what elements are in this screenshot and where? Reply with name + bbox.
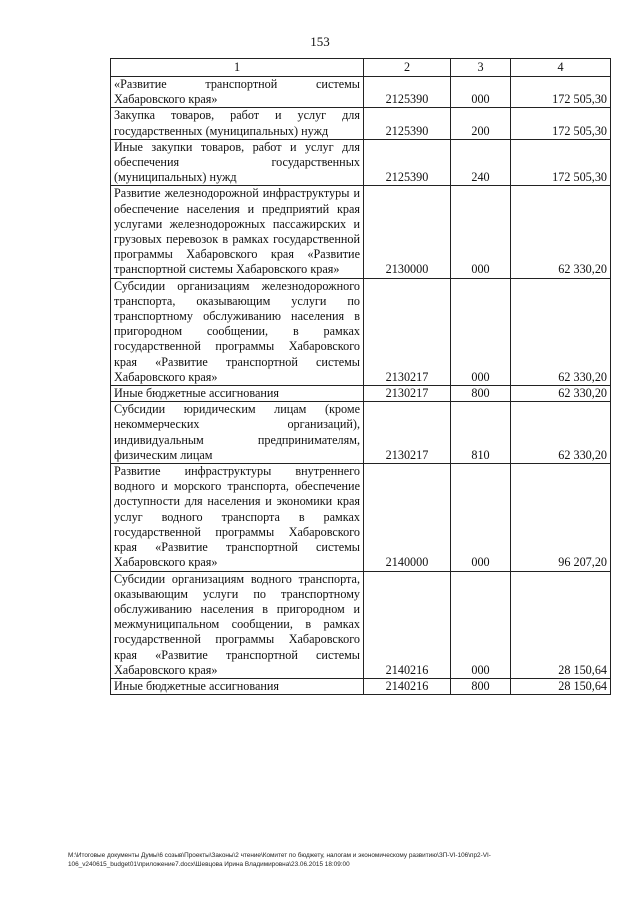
row-sum: 172 505,30 <box>511 108 611 139</box>
row-code: 2140216 <box>364 571 451 678</box>
row-code: 2140000 <box>364 464 451 571</box>
row-sum: 62 330,20 <box>511 278 611 385</box>
row-code: 2125390 <box>364 77 451 108</box>
row-sum: 62 330,20 <box>511 186 611 278</box>
row-sum: 96 207,20 <box>511 464 611 571</box>
table-row <box>111 77 611 108</box>
table-row <box>111 678 611 694</box>
file-path-footer: М:\Итоговые документы Думы\6 созыв\Проекты\Законы\2 чтение\Комитет по бюджету, налогам и экономическому развитию\ЗП-VI-106\пр2-VI-106_v240615_budget01\приложение7.docx\Шевцова Ирина Владимировна\23.06.2015 18:09:00 <box>68 852 491 868</box>
page-number: 153 <box>310 34 330 49</box>
table-row <box>111 278 611 385</box>
row-type: 240 <box>451 139 511 186</box>
row-type: 800 <box>451 386 511 402</box>
budget-table <box>110 58 611 695</box>
table-row <box>111 108 611 139</box>
row-code: 2125390 <box>364 139 451 186</box>
table-row <box>111 464 611 571</box>
row-code: 2140216 <box>364 678 451 694</box>
table-row <box>111 402 611 464</box>
row-name: Субсидии организациям железнодорожного транспорта, оказывающим услуги по транспортному обслуживанию населения в пригородном сообщении, в рамках государственной программы Хабаровского края «Развитие транспортной системы Хабаровского края» <box>111 278 364 385</box>
column-header: 1 <box>111 59 364 77</box>
row-type: 000 <box>451 77 511 108</box>
row-name: Закупка товаров, работ и услуг для государственных (муниципальных) нужд <box>111 108 364 139</box>
row-type: 000 <box>451 278 511 385</box>
row-name: Субсидии организациям водного транспорта, оказывающим услуги по транспортному обслуживанию населения в пригородном и межмуниципальном сообщении, в рамках государственной программы Хабаровского края «Развитие транспортной системы Хабаровского края» <box>111 571 364 678</box>
table-row <box>111 186 611 278</box>
table-row <box>111 386 611 402</box>
row-name: «Развитие транспортной системы Хабаровского края» <box>111 77 364 108</box>
table-header-row <box>111 59 611 77</box>
row-type: 810 <box>451 402 511 464</box>
column-header: 3 <box>451 59 511 77</box>
row-name: Иные бюджетные ассигнования <box>111 678 364 694</box>
column-header: 2 <box>364 59 451 77</box>
row-sum: 28 150,64 <box>511 571 611 678</box>
row-type: 800 <box>451 678 511 694</box>
row-sum: 172 505,30 <box>511 139 611 186</box>
row-type: 000 <box>451 186 511 278</box>
row-sum: 172 505,30 <box>511 77 611 108</box>
row-name: Развитие железнодорожной инфраструктуры и обеспечение населения и предприятий края услугами железнодорожных пассажирских и грузовых перевозок в рамках государственной программы Хабаровского края «Развитие транспортной системы Хабаровского края» <box>111 186 364 278</box>
row-name: Иные закупки товаров, работ и услуг для обеспечения государственных (муниципальных) нужд <box>111 139 364 186</box>
row-name: Развитие инфраструктуры внутреннего водного и морского транспорта, обеспечение доступности для населения и экономики края услуг водного транспорта в рамках государственной программы Хабаровского края «Развитие транспортной системы Хабаровского края» <box>111 464 364 571</box>
row-name: Субсидии юридическим лицам (кроме некоммерческих организаций), индивидуальным предпринимателям, физическим лицам <box>111 402 364 464</box>
row-type: 000 <box>451 571 511 678</box>
row-sum: 62 330,20 <box>511 402 611 464</box>
row-name: Иные бюджетные ассигнования <box>111 386 364 402</box>
row-code: 2125390 <box>364 108 451 139</box>
table-row <box>111 571 611 678</box>
row-sum: 62 330,20 <box>511 386 611 402</box>
row-code: 2130000 <box>364 186 451 278</box>
row-type: 200 <box>451 108 511 139</box>
column-header: 4 <box>511 59 611 77</box>
row-sum: 28 150,64 <box>511 678 611 694</box>
row-code: 2130217 <box>364 402 451 464</box>
row-code: 2130217 <box>364 386 451 402</box>
row-code: 2130217 <box>364 278 451 385</box>
table-row <box>111 139 611 186</box>
row-type: 000 <box>451 464 511 571</box>
